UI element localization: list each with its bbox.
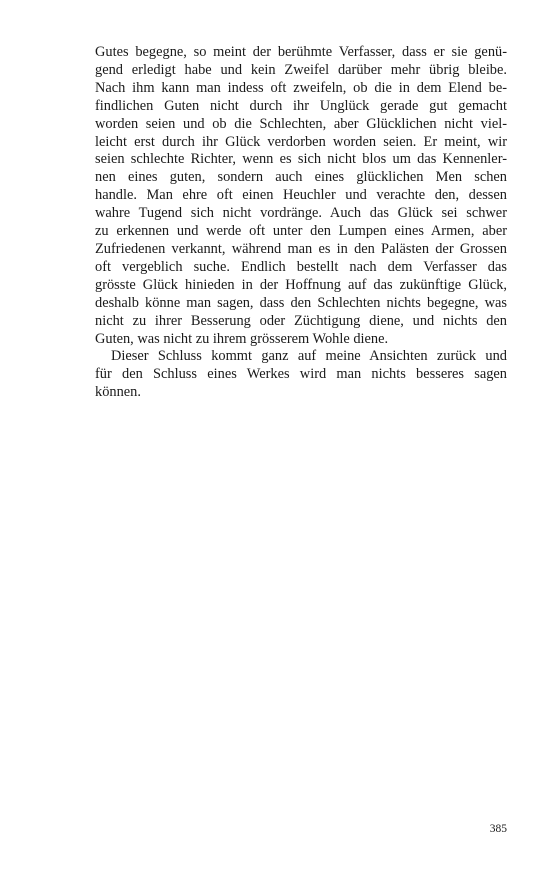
paragraph-2 — [95, 348, 507, 402]
text-line: grösste Glück hinieden in der Hoffnung auf das zukünftige Glück, — [95, 276, 507, 293]
text-line: worden seien und ob die Schlechten, aber Glücklichen nicht viel- — [95, 115, 507, 132]
text-line: handle. Man ehre oft einen Heuchler und verachte den, dessen — [95, 187, 507, 204]
text-line: deshalb könne man sagen, dass den Schlechten nichts begegne, was — [95, 294, 507, 311]
text-line: Guten, was nicht zu ihrem grösserem Wohle diene. — [95, 330, 389, 347]
paragraph-1 — [95, 44, 507, 348]
text-line: gend erledigt habe und kein Zweifel darüber mehr übrig bleibe. — [95, 61, 507, 78]
page-number: 385 — [489, 823, 507, 835]
text-line: Gutes begegne, so meint der berühmte Verfasser, dass er sie genü- — [95, 44, 507, 60]
text-line: Dieser Schluss kommt ganz auf meine Ansichten zurück und — [111, 348, 507, 365]
text-line: nicht zu ihrer Besserung oder Züchtigung diene, und nichts den — [95, 312, 507, 329]
text-line: für den Schluss eines Werkes wird man nichts besseres sagen — [95, 366, 507, 383]
text-line: leicht erst durch ihr Glück verdorben worden seien. Er meint, wir — [95, 133, 507, 150]
text-line: können. — [95, 384, 141, 401]
text-line: seien schlechte Richter, wenn es sich nicht blos um das Kennenler- — [95, 151, 507, 168]
body-text — [95, 44, 507, 402]
text-line: zu erkennen und werde oft unter den Lumpen eines Armen, aber — [95, 223, 507, 240]
text-line: findlichen Guten nicht durch ihr Unglück gerade gut gemacht — [95, 97, 507, 114]
text-line: nen eines guten, sondern auch eines glücklichen Men schen — [95, 169, 507, 186]
text-line: wahre Tugend sich nicht vordränge. Auch das Glück sei schwer — [95, 205, 507, 222]
text-line: Nach ihm kann man indess oft zweifeln, ob die in dem Elend be- — [95, 79, 507, 96]
text-line: Zufriedenen verkannt, während man es in den Palästen der Grossen — [95, 240, 507, 257]
text-line: oft vergeblich suche. Endlich bestellt nach dem Verfasser das — [95, 258, 507, 275]
